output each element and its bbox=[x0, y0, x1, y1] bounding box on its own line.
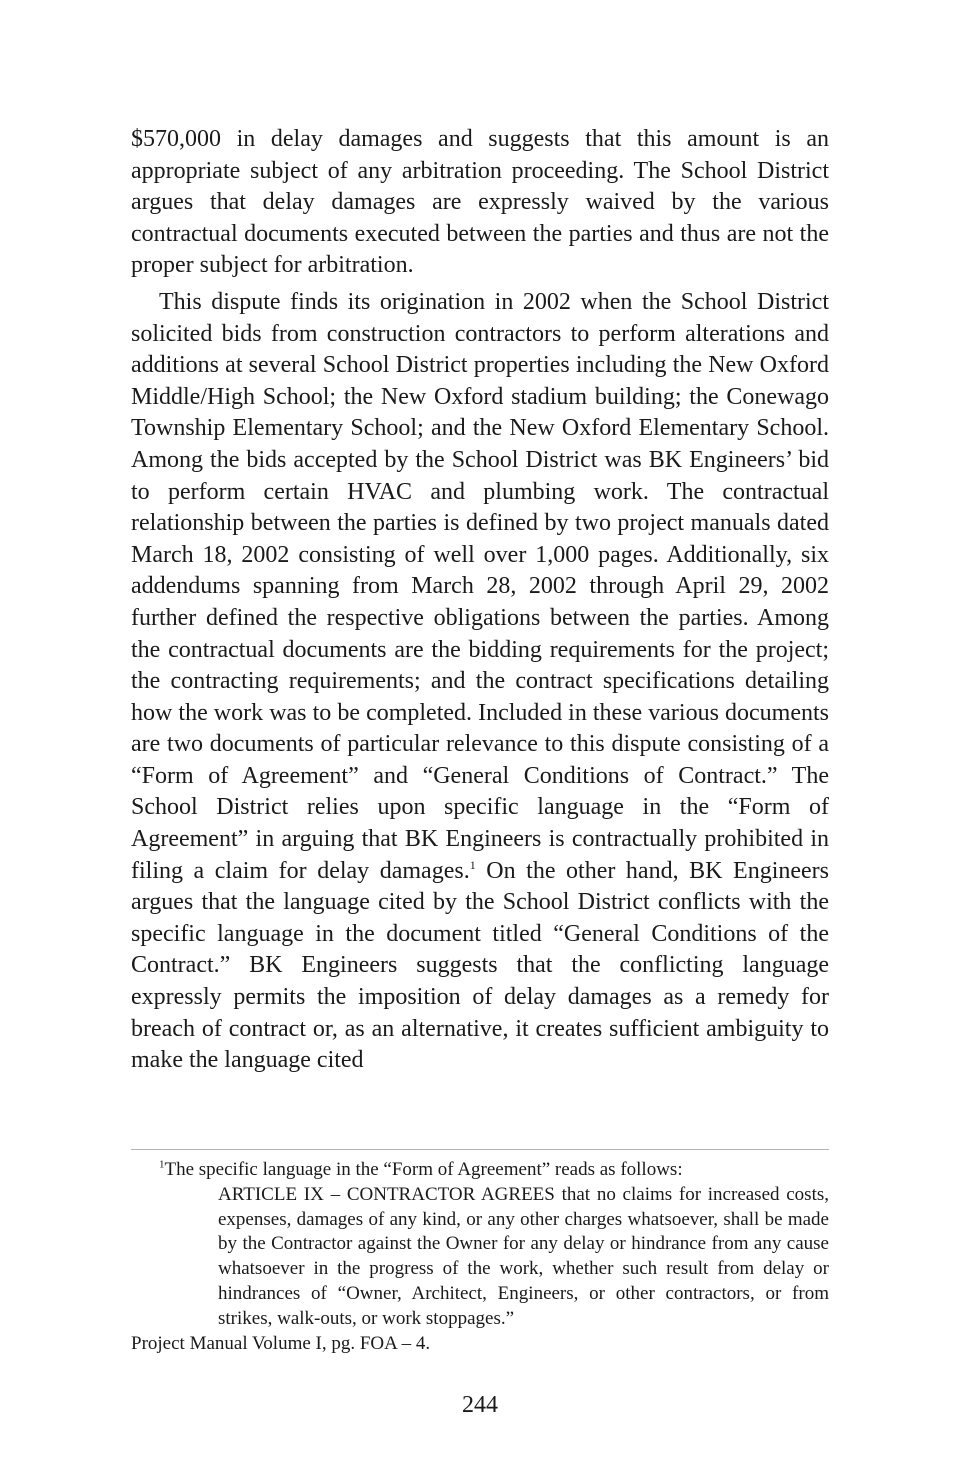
body-paragraph-1: $570,000 in delay damages and suggests that this amount is an appropriate subject of any arbitration proceeding. The School District argues that delay damages are expressly waived by the various contractual documents executed between the parties and thus are not the proper subject for arbitration. bbox=[131, 126, 829, 279]
footnote-reference-1[interactable]: 1 bbox=[469, 857, 476, 872]
body-paragraph-2-part-2: On the other hand, BK Engineers argues that the language cited by the School District conflicts with the specific language in the document titled “General Conditions of the Contract.” BK Engineers suggests that the conflicting language expressly permits the imposition of delay damages as a remedy for breach of contract or, as an alternative, it creates sufficient ambiguity to make the language cited bbox=[131, 857, 829, 1074]
body-paragraph-2 bbox=[131, 287, 829, 1077]
body-paragraph-2-part-1: This dispute finds its origination in 2002 when the School District solicited bids from construction contractors to perform alterations and additions at several School District properties including the New Oxford Middle/High School; the New Oxford stadium building; the Conewago Township Elementary School; and the New Oxford Elementary School. Among the bids accepted by the School District was BK Engineers’ bid to perform certain HVAC and plumbing work. The contractual relationship between the parties is defined by two project manuals dated March 18, 2002 consisting of well over 1,000 pages. Additionally, six addendums spanning from March 28, 2002 through April 29, 2002 further defined the respective obligations between the parties. Among the contractual documents are the bidding requirements for the project; the contracting requirements; and the contract specifications detailing how the work was to be completed. Included in these various documents are two documents of particular relevance to this dispute consisting of a “Form of Agreement” and “General Conditions of Contract.” The School District relies upon specific language in the “Form of Agreement” in arguing that BK Engineers is contractually prohibited in filing a claim for delay damages. bbox=[131, 288, 829, 884]
footnote-divider bbox=[131, 1149, 829, 1150]
footnote-citation: Project Manual Volume I, pg. FOA – 4. bbox=[131, 1332, 431, 1354]
footnote-intro-text: The specific language in the “Form of Agreement” reads as follows: bbox=[164, 1159, 683, 1180]
footnote-intro bbox=[131, 1158, 829, 1183]
main-text bbox=[131, 124, 829, 1077]
page-number: 244 bbox=[462, 1392, 498, 1418]
footnote-number: 1 bbox=[159, 1158, 165, 1171]
footnote-block-quote: ARTICLE IX – CONTRACTOR AGREES that no claims for increased costs, expenses, damages of any kind, or any other charges whatsoever, shall be made by the Contractor against the Owner for any delay or hindrance from any cause whatsoever in the progress of the work, whether such result from delay or hindrances of “Owner, Architect, Engineers, or other contractors, or from strikes, walk-outs, or work stoppages.” bbox=[218, 1183, 829, 1329]
footnote-1 bbox=[131, 1158, 829, 1356]
